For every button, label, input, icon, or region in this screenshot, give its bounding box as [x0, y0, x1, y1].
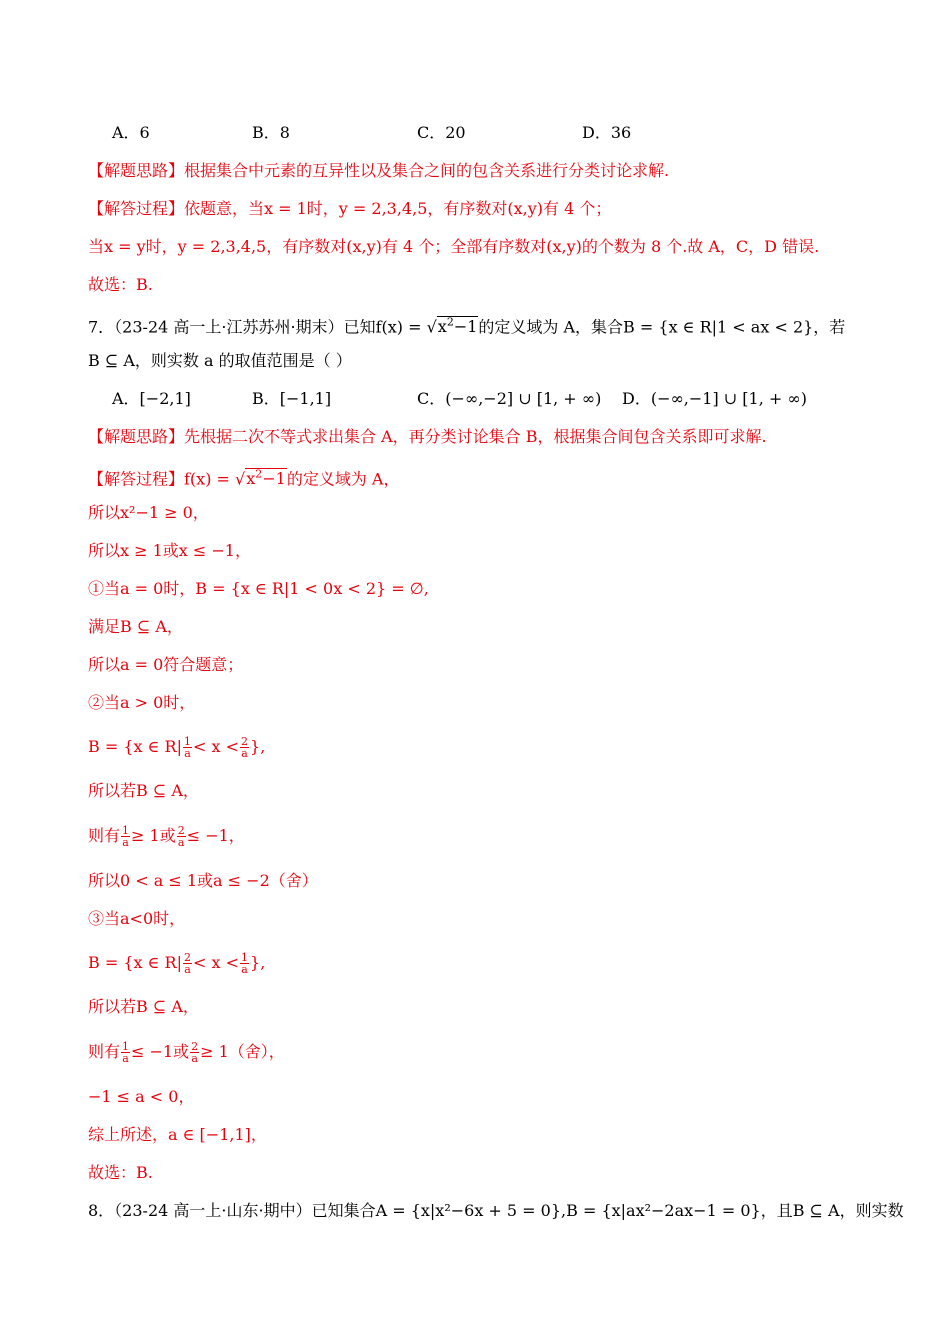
q7-step-12: B = {x ∈ R| $\frac{2}{a}$ < x < $\frac{1}{a}$ },: [88, 951, 266, 976]
q7-option-a: A．[−2,1]: [112, 389, 191, 408]
q7-step-13: 所以若B ⊆ A，: [88, 997, 199, 1016]
q6-option-b: B．8: [252, 123, 290, 142]
q7-step-3: ①当a = 0时，B = {x ∈ R|1 < 0x < 2} = ∅,: [88, 579, 429, 598]
q7-step-6: ②当a > 0时，: [88, 693, 196, 712]
fraction: $\frac{2}{a}$: [177, 824, 185, 849]
q7-step-4: 满足B ⊆ A，: [88, 617, 183, 636]
q7-step-8: 所以若B ⊆ A，: [88, 781, 199, 800]
fraction: $\frac{2}{a}$: [184, 951, 191, 976]
q7-step-16: 综上所述，a ∈ [−1,1]，: [88, 1125, 267, 1144]
q7-step-11: ③当a<0时，: [88, 909, 186, 928]
q6-solution-idea: 【解题思路】根据集合中元素的互异性以及集合之间的包含关系进行分类讨论求解.: [88, 161, 670, 180]
q7-step-2: 所以x ≥ 1或x ≤ −1，: [88, 541, 251, 560]
q7-stem: 7．（23-24 高一上·江苏苏州·期末）已知$f(x) = √x^2-1$的定义域为 A，集合B = {x ∈ R|1 < ax < 2}，若: [88, 316, 846, 337]
q7-solution-process: 【解答过程】$f(x) = √x^2-1$的定义域为 A，: [88, 468, 400, 489]
fraction: $\frac{1}{a}$: [241, 951, 249, 976]
q7-option-d: D．(−∞,−1] ∪ [1, + ∞): [622, 389, 807, 408]
q6-option-a: A．6: [112, 123, 150, 142]
q7-stem-line-2: B ⊆ A，则实数 a 的取值范围是（ ）: [88, 351, 352, 370]
q7-radical: $x^2-1$: [437, 316, 478, 337]
fraction: $\frac{1}{a}$: [122, 824, 130, 849]
q7-option-c: C．(−∞,−2] ∪ [1, + ∞): [417, 389, 602, 408]
q7-step-15: −1 ≤ a < 0，: [88, 1087, 195, 1106]
q7-step-9: 则有 $\frac{1}{a}$ ≥ 1或 $\frac{2}{a}$ ≤ −1，: [88, 824, 245, 849]
fraction: $\frac{1}{a}$: [184, 735, 191, 760]
fraction: $\frac{2}{a}$: [241, 735, 249, 760]
q6-solution-process: 【解答过程】依题意，当x = 1时，y = 2,3,4,5，有序数对(x,y)有 4 个；: [88, 199, 612, 218]
q7-solution-idea: 【解题思路】先根据二次不等式求出集合 A，再分类讨论集合 B，根据集合间包含关系即可求解.: [88, 427, 767, 446]
q7-step-14: 则有 $\frac{1}{a}$ ≤ −1或 $\frac{2}{a}$ ≥ 1（舍），: [88, 1040, 285, 1065]
q6-option-d: D．36: [582, 123, 632, 142]
q6-answer: 故选：B.: [88, 275, 153, 294]
q7-option-b: B．[−1,1]: [252, 389, 332, 408]
q7-step-10: 所以0 < a ≤ 1或a ≤ −2（舍）: [88, 871, 318, 890]
q6-option-c: C．20: [417, 123, 466, 142]
fraction: $\frac{1}{a}$: [122, 1040, 130, 1065]
q7-step-5: 所以a = 0符合题意；: [88, 655, 244, 674]
q7-step-7: B = {x ∈ R| $\frac{1}{a}$ < x < $\frac{2}{a}$ },: [88, 735, 266, 760]
fraction: $\frac{2}{a}$: [191, 1040, 199, 1065]
q8-stem: 8．（23-24 高一上·山东·期中）已知集合A = {x|x²−6x + 5 = 0},B = {x|ax²−2ax−1 = 0}，且B ⊆ A，则实数: [88, 1201, 904, 1220]
q7-step-1: 所以x²−1 ≥ 0，: [88, 503, 209, 522]
q6-solution-process-2: 当x = y时，y = 2,3,4,5，有序数对(x,y)有 4 个；全部有序数对(x,y)的个数为 8 个.故 A，C，D 错误.: [88, 237, 820, 256]
q7-answer: 故选：B.: [88, 1163, 153, 1182]
